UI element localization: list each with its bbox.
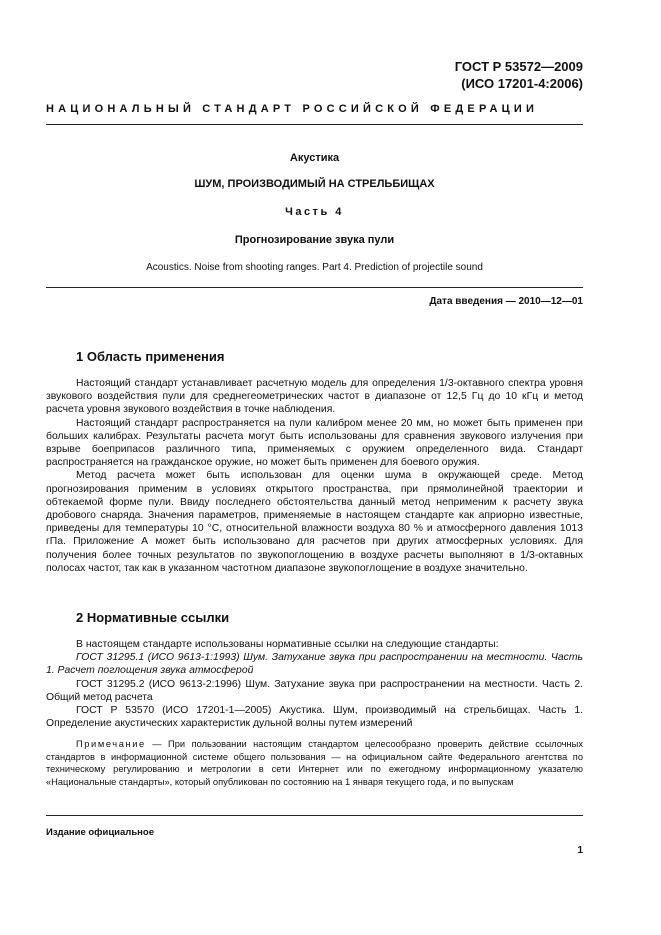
english-title: Acoustics. Noise from shooting ranges. Part 4. Prediction of projectile sound bbox=[146, 262, 483, 273]
document-subtitle: Прогнозирование звука пули bbox=[234, 234, 395, 246]
title-rule bbox=[46, 287, 583, 288]
topic-heading: Акустика bbox=[289, 152, 340, 164]
references-intro: В настоящем стандарте использованы нормативные ссылки на следующие стандарты: bbox=[76, 639, 499, 650]
note bbox=[46, 738, 583, 788]
section-1-heading: 1 Область применения bbox=[76, 349, 225, 364]
note-text: — При пользовании настоящим стандартом целесообразно проверить действие ссылочных стандартов в информационной системе общего пользования — на официальном сайте Федерального агентства по техническому регулированию и метрологии в сети Интернет или по ежегодному информационному указателю «Национальные стандарты», который опубликован по состоянию на 1 января текущего года, и по выпускам bbox=[46, 739, 583, 787]
reference-item: ГОСТ 31295.2 (ИСО 9613-2:1996) Шум. Затухание звука при распространении на местности. Часть 2. Общий метод расчета bbox=[46, 678, 583, 703]
standard-number: ГОСТ Р 53572—2009 bbox=[454, 59, 583, 74]
paragraph: Настоящий стандарт устанавливает расчетную модель для определения 1/3-октавного спектра уровня звукового воздействия пули для среднегеометрических частот в диапазоне от 12,5 Гц до 10 кГц и метод расчета уровня звукового воздействия в точке наблюдения. bbox=[46, 378, 583, 416]
iso-number: (ИСО 17201-4:2006) bbox=[461, 76, 583, 91]
section-2-heading: 2 Нормативные ссылки bbox=[76, 610, 230, 625]
header-rule bbox=[46, 124, 583, 125]
effective-date: Дата введения — 2010—12—01 bbox=[429, 296, 583, 307]
section-2-body bbox=[46, 638, 583, 730]
reference-item: ГОСТ 31295.1 (ИСО 9613-1:1993) Шум. Затухание звука при распространении на местности. Часть 1. Расчет поглощения звука атмосферой bbox=[46, 652, 583, 677]
page-number: 1 bbox=[577, 845, 583, 856]
part-label: Часть 4 bbox=[285, 206, 344, 218]
national-standard-banner: НАЦИОНАЛЬНЫЙ СТАНДАРТ РОССИЙСКОЙ ФЕДЕРАЦИИ bbox=[46, 103, 539, 115]
note-label: Примечание bbox=[76, 739, 146, 749]
document-title: ШУМ, ПРОИЗВОДИМЫЙ НА СТРЕЛЬБИЩАХ bbox=[194, 178, 435, 190]
section-1-body bbox=[46, 377, 583, 575]
reference-item: ГОСТ Р 53570 (ИСО 17201-1—2005) Акустика. Шум, производимый на стрельбищах. Часть 1. Определение акустических характеристик дульной волны путем измерений bbox=[46, 705, 583, 730]
paragraph: Метод расчета может быть использован для оценки шума в окружающей среде. Метод прогнозирования применим в условиях открытого пространства, при прямолинейной траектории и обтекаемой форме пули. Ввиду последнего обстоятельства данный метод неприменим к расчету звука дробового снаряда. Значения параметров, применяемые в настоящем стандарте как априорно известные, приведены для температуры 10 °С, относительной влажности воздуха 80 % и атмосферного давления 1013 гПа. Приложение А может быть использовано для расчетов при других атмосферных условиях. Для получения более точных результатов по звукопоглощению в воздухе расчеты выполняют в 1/3-октавных полосах частот, так как в указанном частотном диапазоне звукопоглощение в воздухе значительно. bbox=[46, 470, 583, 574]
document-id bbox=[455, 58, 583, 92]
paragraph: Настоящий стандарт распространяется на пули калибром менее 20 мм, но может быть применен при больших калибрах. Результаты расчета могут быть использованы для сравнения звукового излучения при взрыве боеприпасов различного типа, применяемых с оружием определенного вида. Стандарт распространяется на гражданское оружие, но может быть применен для боевого оружия. bbox=[46, 417, 583, 469]
footer-rule bbox=[46, 815, 583, 816]
official-edition-label: Издание официальное bbox=[46, 827, 154, 838]
